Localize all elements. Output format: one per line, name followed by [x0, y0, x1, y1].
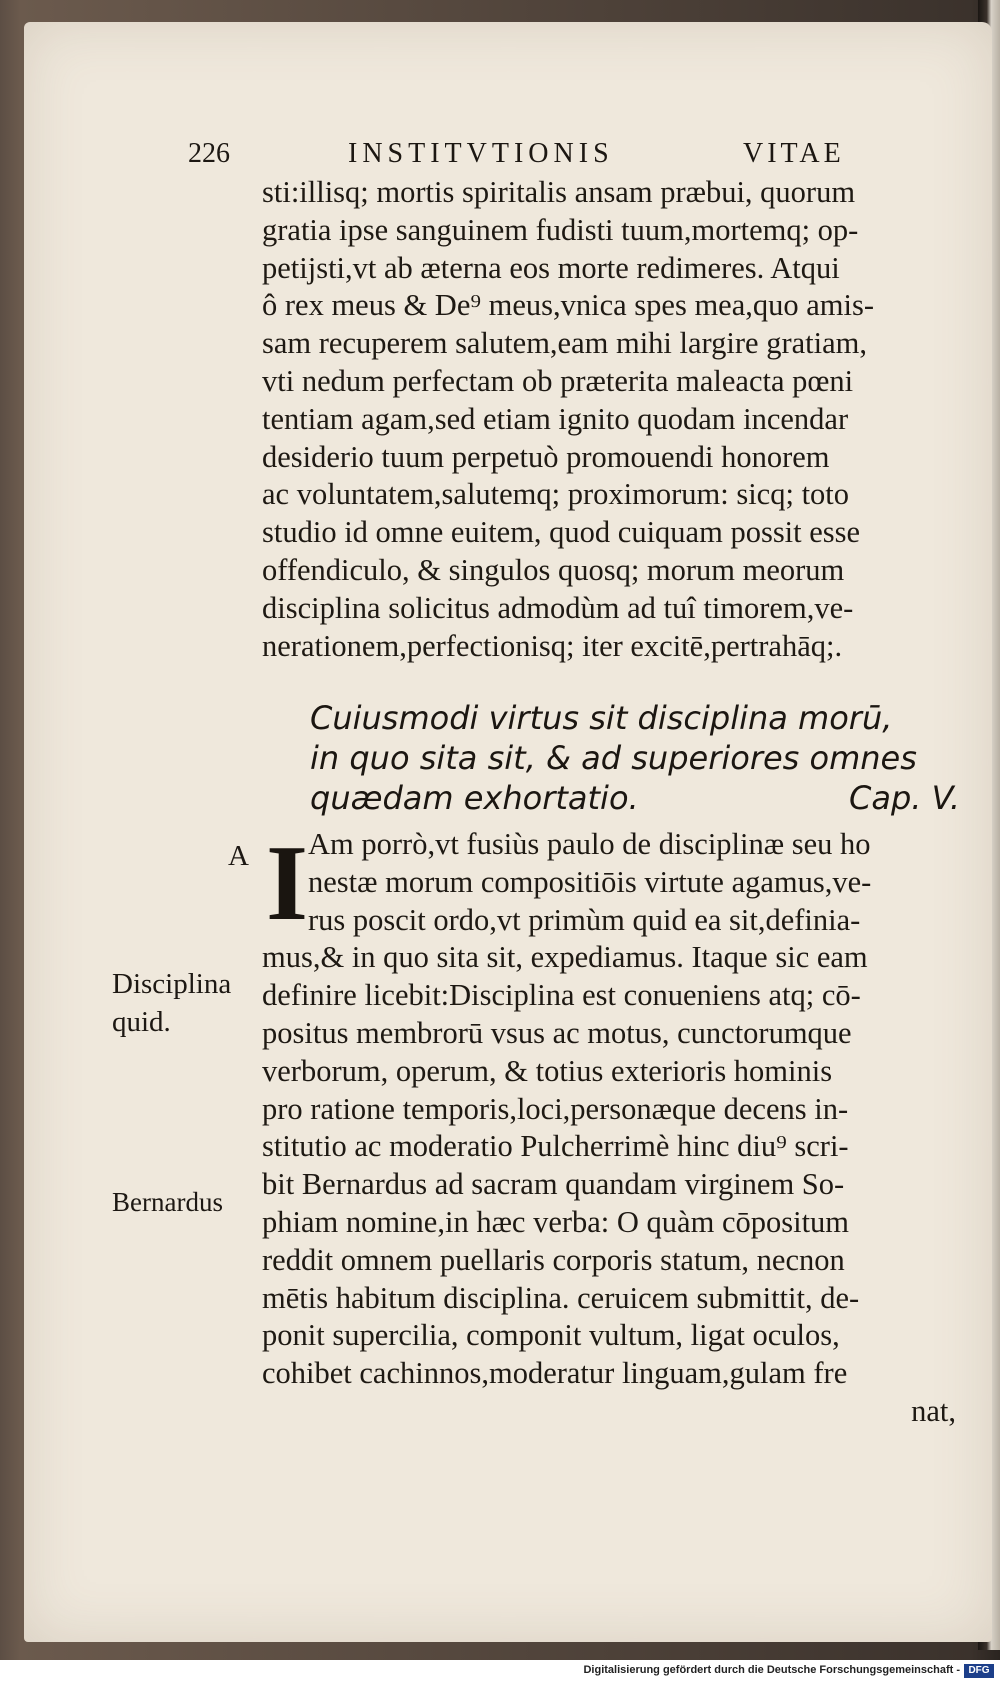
text-line: ponit supercilia, componit vultum, ligat oculos, [262, 1318, 840, 1353]
catchword: nat, [911, 1393, 956, 1428]
text-line: Am porrò,vt fusiùs paulo de disciplinæ seu ho [308, 827, 871, 861]
text-line: ô rex meus & De⁹ meus,vnica spes mea,quo amis- [262, 288, 875, 323]
text-line: positus membrorū vsus ac motus, cunctorumque [262, 1015, 852, 1050]
body-text-top [262, 174, 962, 665]
text-line: stitutio ac moderatio Pulcherrimè hinc diu⁹ scri- [262, 1129, 849, 1164]
chapter-heading-line: in quo sita sit, & ad superiores omnes [310, 739, 917, 777]
running-head-right: VITAE [743, 138, 845, 169]
margin-note-bernardus: Bernardus [112, 1187, 223, 1217]
text-line: bit Bernardus ad sacram quandam virginem So- [262, 1167, 845, 1202]
running-head-left: INSTITVTIONIS [348, 138, 614, 169]
text-line: offendiculo, & singulos quosq; morum meorum [262, 552, 845, 587]
text-line: nestæ morum compositiōis virtute agamus,ve- [308, 864, 872, 899]
digitization-credit: Digitalisierung gefördert durch die Deutsche Forschungsgemeinschaft - [583, 1664, 960, 1676]
running-header [188, 138, 888, 178]
text-line: desiderio tuum perpetuò promouendi honorem [262, 439, 830, 474]
dfg-logo: DFG [964, 1664, 994, 1678]
text-line: verborum, operum, & totius exterioris hominis [262, 1053, 833, 1088]
text-line: mus,& in quo sita sit, expediamus. Itaque sic eam [262, 940, 868, 975]
page-number: 226 [188, 138, 230, 169]
text-line: cohibet cachinnos,moderatur linguam,gulam fre [262, 1356, 848, 1391]
text-line: gratia ipse sanguinem fudisti tuum,mortemq; op- [262, 212, 859, 247]
section-mark: A [228, 840, 249, 872]
text-line: mētis habitum disciplina. ceruicem submittit, de- [262, 1280, 860, 1315]
text-line: nerationem,perfectionisq; iter excitē,pertrahāq;. [262, 628, 843, 663]
initial-letter: I [266, 824, 309, 943]
chapter-number: Cap. V. [849, 779, 960, 817]
text-line: tentiam agam,sed etiam ignito quodam incendar [262, 401, 849, 436]
margin-note-disciplina: Disciplina [112, 968, 232, 1000]
chapter-heading [310, 698, 960, 818]
text-line: ac voluntatem,salutemq; proximorum: sicq; toto [262, 477, 850, 512]
text-line: definire licebit:Disciplina est conueniens atq; cō- [262, 978, 861, 1013]
body-text-bottom [262, 826, 962, 1431]
text-line: disciplina solicitus admodùm ad tuî timorem,ve- [262, 590, 854, 625]
text-line: reddit omnem puellaris corporis statum, necnon [262, 1242, 845, 1277]
text-line: phiam nomine,in hæc verba: O quàm cōpositum [262, 1204, 850, 1239]
text-line: pro ratione temporis,loci,personæque decens in- [262, 1091, 849, 1126]
text-line: studio id omne euitem, quod cuiquam possit esse [262, 515, 861, 550]
text-line: petijsti,vt ab æterna eos morte redimeres. Atqui [262, 250, 840, 285]
margin-note-quid: quid. [112, 1006, 171, 1038]
text-line: vti nedum perfectam ob præterita maleacta pœni [262, 363, 854, 398]
text-line: rus poscit ordo,vt primùm quid ea sit,definia- [308, 902, 861, 937]
chapter-heading-line: Cuiusmodi virtus sit disciplina morū, [310, 699, 893, 737]
chapter-heading-line: quædam exhortatio. [310, 779, 639, 817]
text-line: sti:illisq; mortis spiritalis ansam præbui, quorum [262, 175, 856, 209]
text-line: sam recuperem salutem,eam mihi largire gratiam, [262, 326, 867, 361]
